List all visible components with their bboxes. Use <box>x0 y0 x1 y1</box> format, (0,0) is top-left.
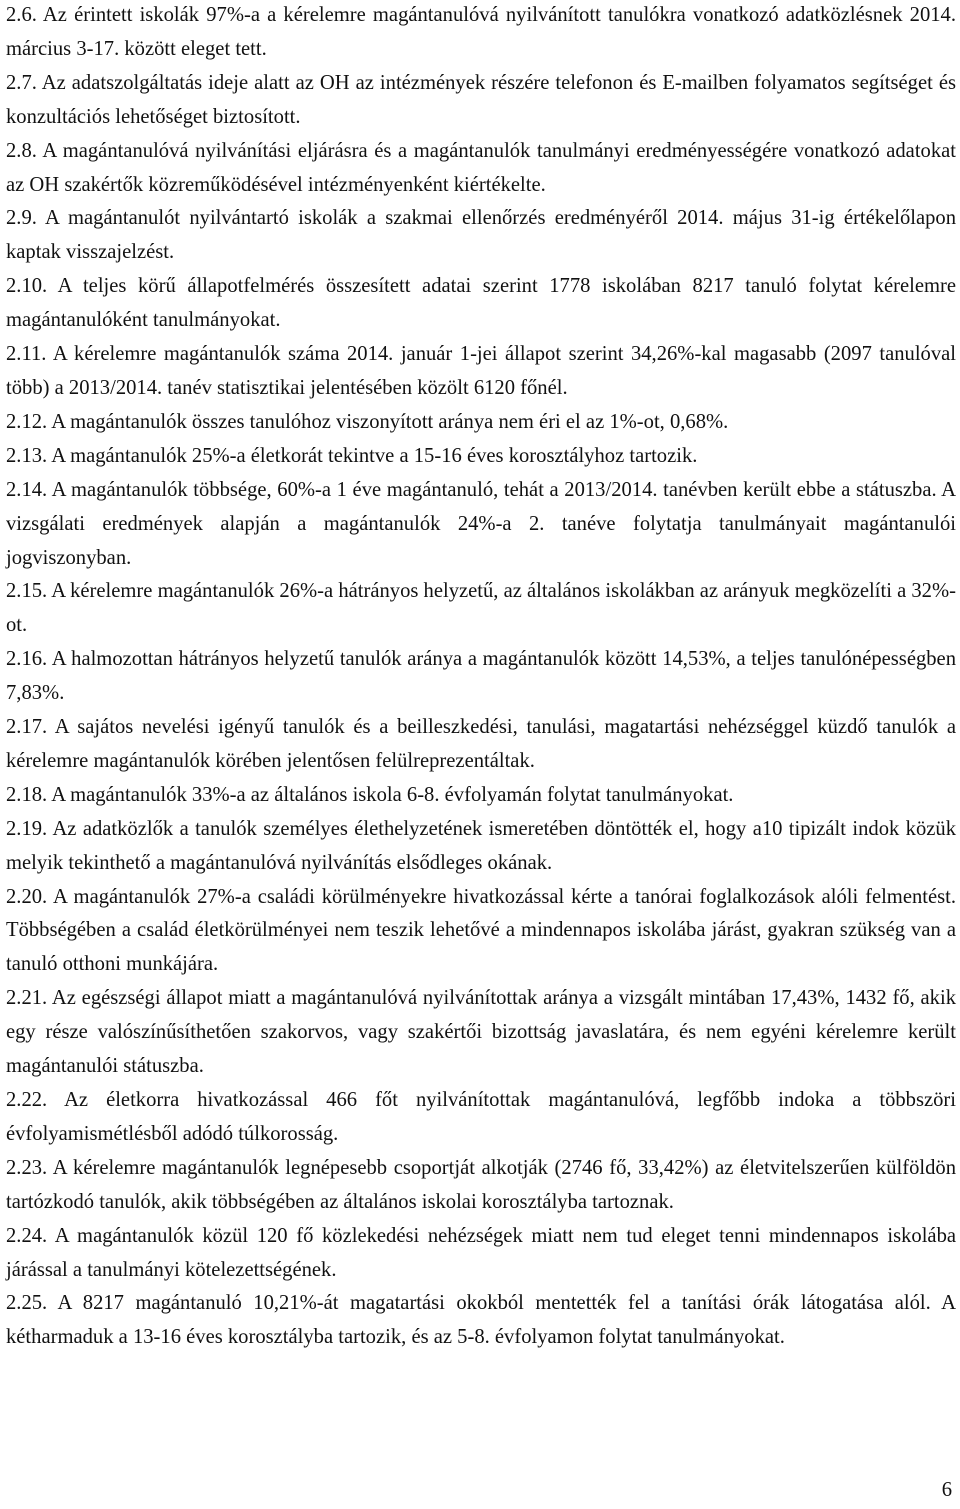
paragraph-2-24 <box>6 1220 956 1288</box>
paragraph-text: Az adatszolgáltatás ideje alatt az OH az intézmények részére telefonon és E-mailben folyamatos segítséget és konzultációs lehetőséget biztosított. <box>6 71 956 128</box>
paragraph-2-11 <box>6 338 956 406</box>
paragraph-2-6 <box>6 0 956 67</box>
paragraph-number: 2.18. <box>6 783 48 806</box>
paragraph-2-18 <box>6 779 956 813</box>
paragraph-text: Az érintett iskolák 97%-a a kérelemre magántanulóvá nyilvánított tanulókra vonatkozó adatközlésnek 2014. március 3-17. között eleget tett. <box>6 4 957 60</box>
paragraph-text: A kérelemre magántanulók száma 2014. január 1-jei állapot szerint 34,26%-kal magasabb (2097 tanulóval több) a 2013/2014. tanév statisztikai jelentésében közölt 6120 főnél. <box>6 343 956 399</box>
paragraph-text: A sajátos nevelési igényű tanulók és a beilleszkedési, tanulási, magatartási nehézséggel küzdő tanulók a kérelemre magántanulók körében jelentősen felülreprezentáltak. <box>6 716 956 772</box>
paragraph-2-10 <box>6 270 956 338</box>
paragraph-2-12 <box>6 406 956 440</box>
paragraph-text: A magántanulók közül 120 fő közlekedési nehézségek miatt nem tud eleget tenni mindennapos iskolába járással a tanulmányi kötelezettségének. <box>6 1224 957 1281</box>
paragraph-number: 2.25. <box>6 1292 48 1315</box>
paragraph-text: Az egészségi állapot miatt a magántanulóvá nyilvánítottak aránya a vizsgált mintában 17,43%, 1432 fő, akik egy része valószínűsíthetően szakorvos, vagy szakértői bizottság javaslatára, és nem egyéni kérelemre került magántanulói státuszba. <box>6 987 957 1078</box>
paragraph-2-13 <box>6 440 956 474</box>
paragraph-2-17 <box>6 711 956 779</box>
paragraph-2-14 <box>6 474 956 576</box>
paragraph-2-7 <box>6 67 956 135</box>
paragraph-text: A magántanulók összes tanulóhoz viszonyított aránya nem éri el az 1%-ot, 0,68%. <box>51 410 729 433</box>
paragraph-text: A teljes körű állapotfelmérés összesített adatai szerint 1778 iskolában 8217 tanuló folytat kérelemre magántanulóként tanulmányokat. <box>6 275 956 332</box>
paragraph-2-8 <box>6 135 956 203</box>
paragraph-number: 2.17. <box>6 716 48 739</box>
paragraph-number: 2.13. <box>6 444 48 467</box>
paragraph-number: 2.24. <box>6 1224 48 1247</box>
paragraph-number: 2.21. <box>6 987 48 1010</box>
paragraph-number: 2.9. <box>6 207 37 230</box>
paragraph-2-9 <box>6 202 956 270</box>
paragraph-text: A magántanulót nyilvántartó iskolák a szakmai ellenőrzés eredményéről 2014. május 31-ig értékelőlapon kaptak visszajelzést. <box>6 207 957 264</box>
paragraph-number: 2.15. <box>6 580 48 603</box>
document-page <box>6 0 956 1355</box>
paragraph-text: A magántanulók 27%-a családi körülményekre hivatkozással kérte a tanórai foglalkozások alóli felmentést. Többségében a család életkörülményei nem teszik lehetővé a mindennapos iskolába járást, gyakran szükség van a tanuló otthoni munkájára. <box>6 885 957 976</box>
paragraph-number: 2.20. <box>6 885 48 908</box>
paragraph-text: A magántanulók 25%-a életkorát tekintve a 15-16 éves korosztályhoz tartozik. <box>51 444 698 467</box>
paragraph-number: 2.6. <box>6 4 37 26</box>
paragraph-number: 2.14. <box>6 478 48 501</box>
paragraph-2-20 <box>6 881 956 983</box>
paragraph-number: 2.7. <box>6 71 37 94</box>
paragraph-number: 2.16. <box>6 648 48 671</box>
paragraph-2-15 <box>6 575 956 643</box>
paragraph-number: 2.22. <box>6 1089 48 1111</box>
paragraph-2-22 <box>6 1084 956 1152</box>
paragraph-2-16 <box>6 643 956 711</box>
paragraph-text: Az életkorra hivatkozással 466 főt nyilvánítottak magántanulóvá, legfőbb indoka a többszöri évfolyamismétlésből adódó túlkorosság. <box>6 1089 957 1145</box>
paragraph-text: A magántanulóvá nyilvánítási eljárásra és a magántanulók tanulmányi eredményességére vonatkozó adatokat az OH szakértők közreműködésével intézményenként kiértékelte. <box>6 139 956 196</box>
paragraph-text: A kérelemre magántanulók legnépesebb csoportját alkotják (2746 fő, 33,42%) az életvitelszerűen külföldön tartózkodó tanulók, akik többségében az általános iskolai korosztályba tartoznak. <box>6 1156 956 1213</box>
paragraph-2-21 <box>6 982 956 1084</box>
paragraph-number: 2.8. <box>6 139 37 162</box>
paragraph-text: Az adatközlők a tanulók személyes élethelyzetének ismeretében döntötték el, hogy a10 tipizált indok közük melyik tekinthető a magántanulóvá nyilvánítás elsődleges okának. <box>6 817 956 874</box>
paragraph-text: A halmozottan hátrányos helyzetű tanulók aránya a magántanulók között 14,53%, a teljes tanulónépességben 7,83%. <box>6 648 956 705</box>
paragraph-text: A magántanulók többsége, 60%-a 1 éve magántanuló, tehát a 2013/2014. tanévben került ebbe a státuszba. A vizsgálati eredmények alapján a magántanulók 24%-a 2. tanéve folytatja tanulmányait magántanulói jogviszonyban. <box>6 478 956 569</box>
paragraph-2-23 <box>6 1152 956 1220</box>
paragraph-text: A magántanulók 33%-a az általános iskola 6-8. évfolyamán folytat tanulmányokat. <box>51 783 734 806</box>
paragraph-text: A 8217 magántanuló 10,21%-át magatartási okokból mentették fel a tanítási órák látogatása alól. A kétharmaduk a 13-16 éves korosztályba tartozik, és az 5-8. évfolyamon folytat tanulmányokat. <box>6 1292 957 1349</box>
paragraph-2-19 <box>6 813 956 881</box>
paragraph-number: 2.12. <box>6 410 48 433</box>
paragraph-number: 2.11. <box>6 343 47 366</box>
paragraph-number: 2.23. <box>6 1156 48 1179</box>
paragraph-number: 2.10. <box>6 275 48 298</box>
paragraph-2-25 <box>6 1287 956 1355</box>
paragraph-text: A kérelemre magántanulók 26%-a hátrányos helyzetű, az általános iskolákban az arányuk megközelíti a 32%-ot. <box>6 580 956 637</box>
page-number: 6 <box>941 1479 952 1501</box>
paragraph-number: 2.19. <box>6 817 48 840</box>
